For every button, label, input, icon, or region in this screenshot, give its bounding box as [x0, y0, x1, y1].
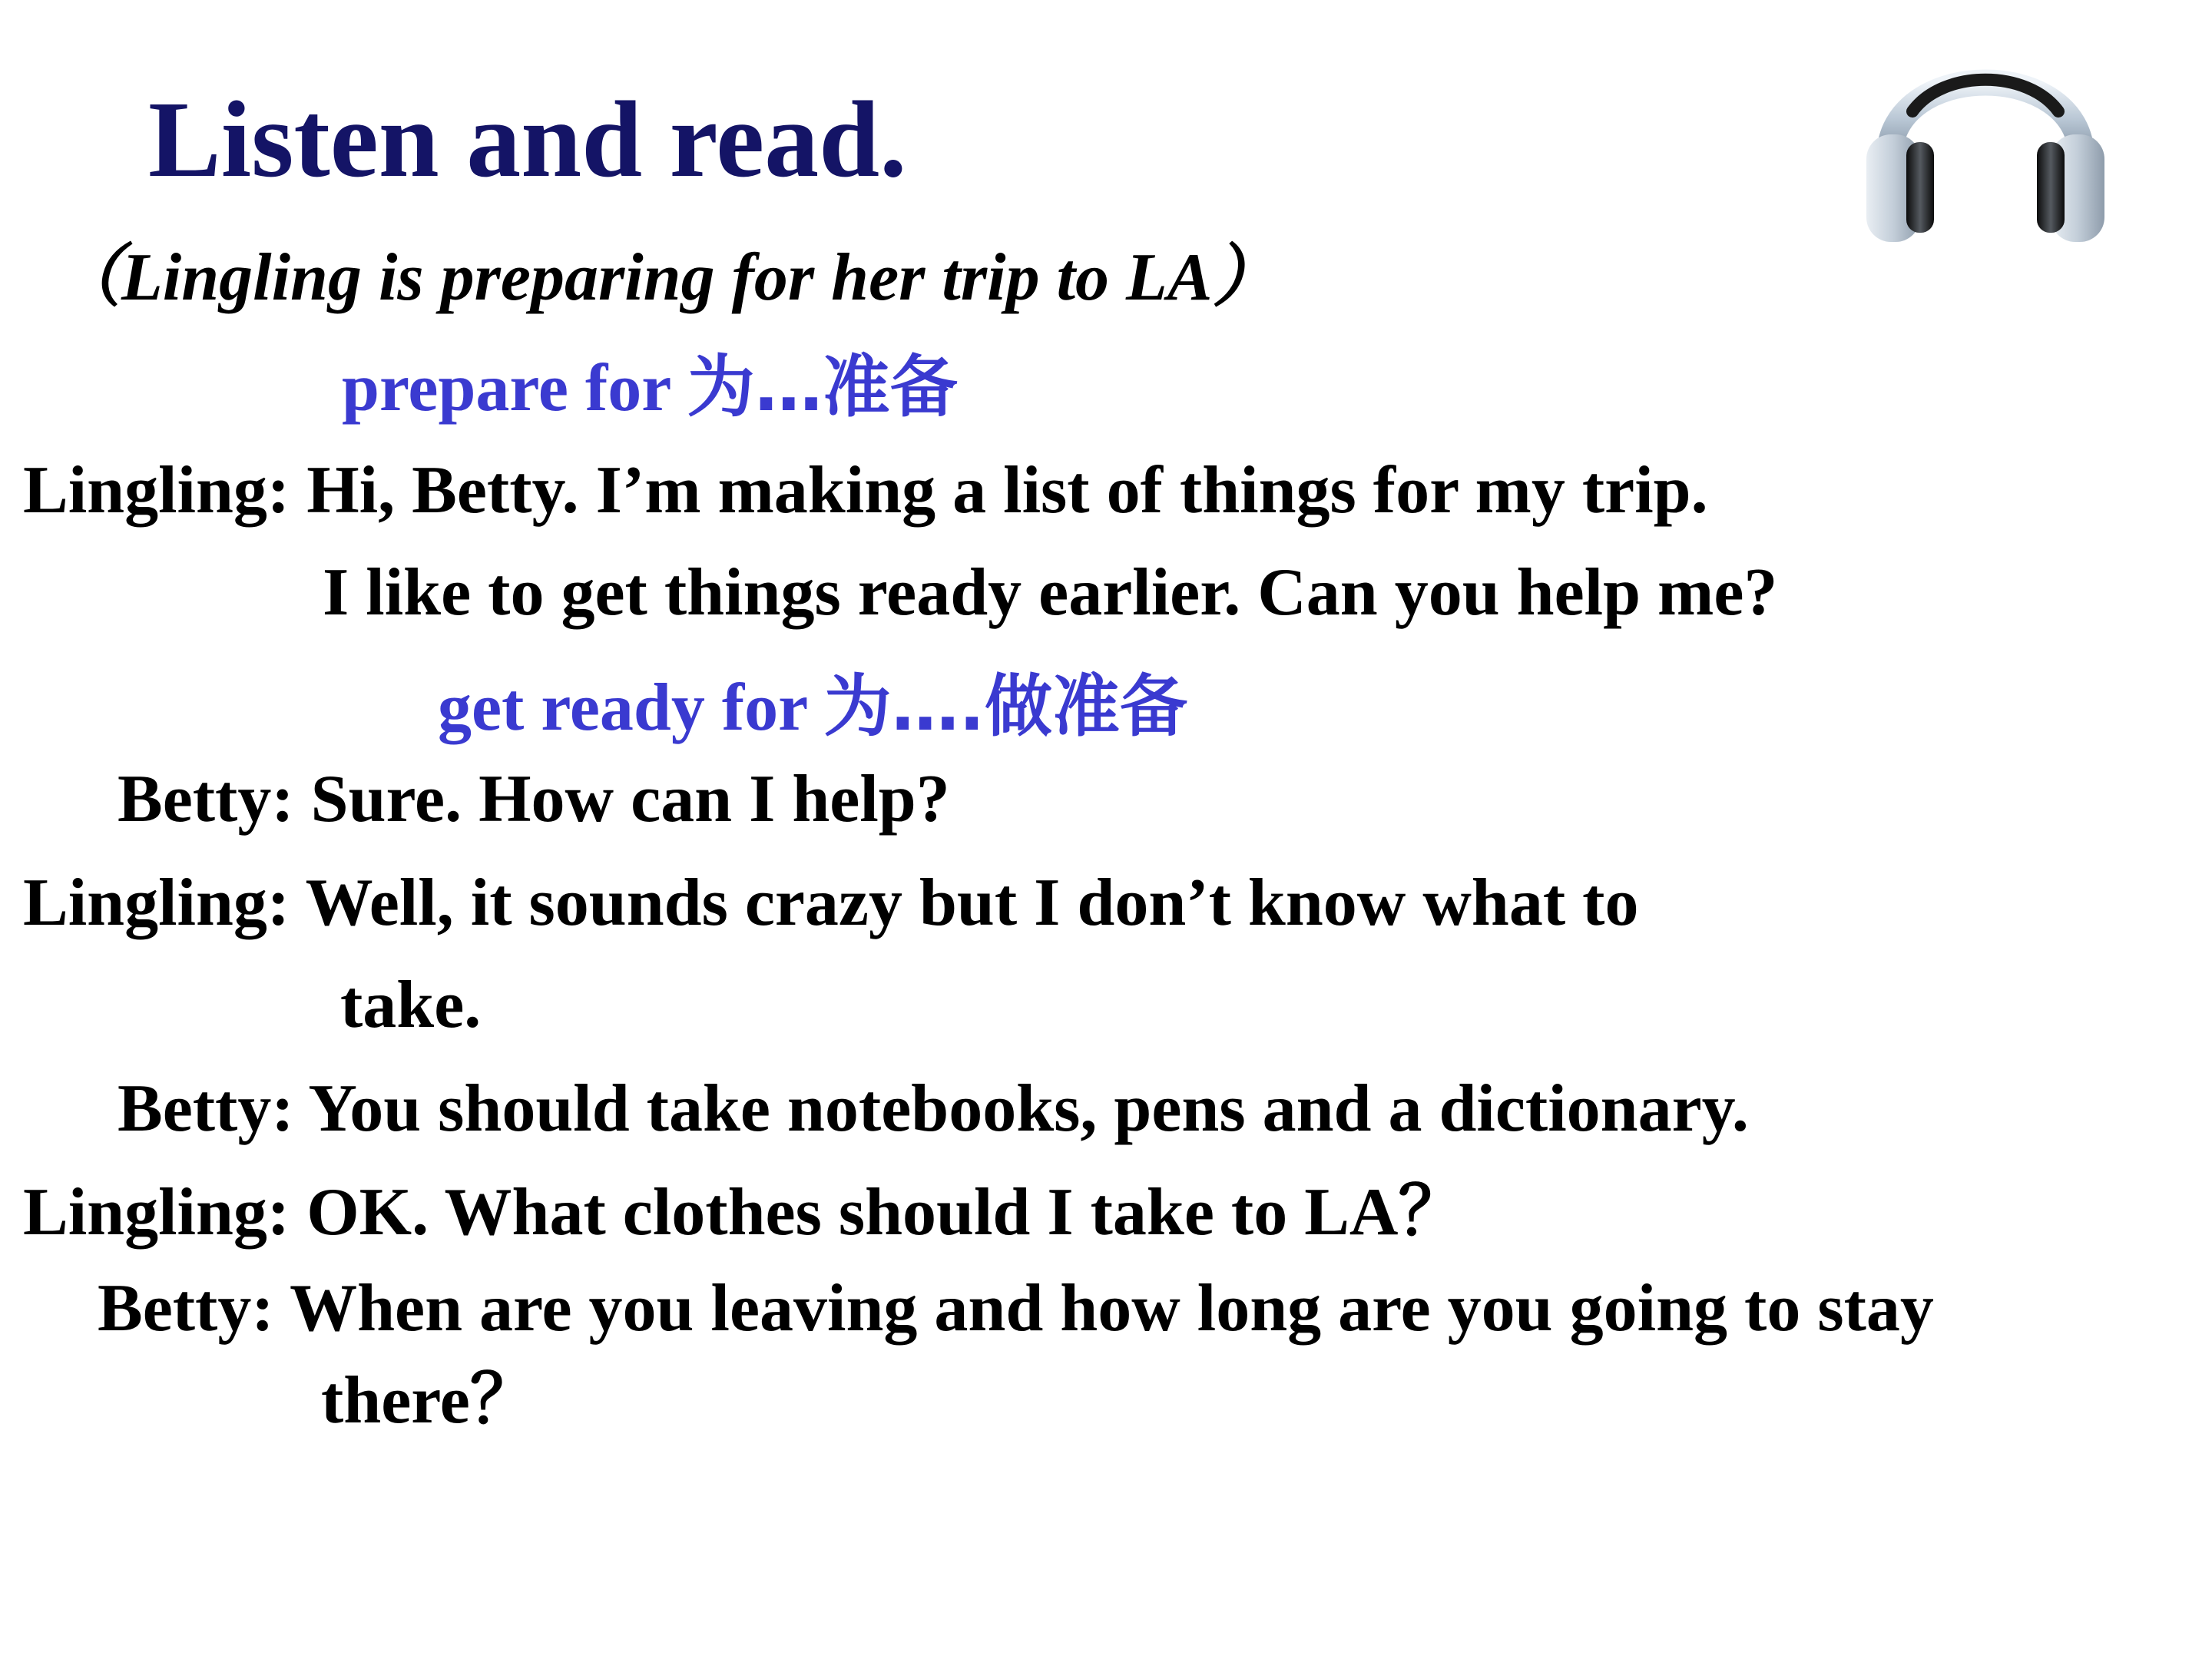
vocab-note-cn: 为….做准备 [823, 667, 1188, 746]
speaker-label: Betty: [98, 1271, 274, 1346]
scene-note: （Lingling is preparing for her trip to LA） [54, 240, 1280, 315]
dialogue-line [340, 968, 482, 1042]
dialogue-text: there？ [321, 1363, 538, 1438]
speaker-label: Lingling: [23, 453, 290, 528]
speaker-label: Betty: [118, 762, 294, 836]
vocab-note-cn: 为…准备 [687, 347, 958, 426]
dialogue-line [23, 453, 1708, 528]
dialogue-text: Hi, Betty. I’m making a list of things for my trip. [290, 453, 1708, 528]
dialogue-text: I like to get things ready earlier. Can you help me? [323, 555, 1778, 630]
dialogue-line [118, 762, 950, 836]
vocab-note-en: get ready for [438, 671, 824, 745]
page-title: Listen and read. [148, 78, 907, 200]
dialogue-text: take. [340, 968, 482, 1042]
dialogue-text: Well, it sounds crazy but I don’t know what to [290, 866, 1639, 940]
speaker-label: Lingling: [23, 1175, 290, 1250]
dialogue-line [321, 1363, 538, 1438]
dialogue-line [118, 1071, 1749, 1146]
dialogue-text: OK. What clothes should I take to LA？ [290, 1175, 1466, 1250]
speaker-label: Lingling: [23, 866, 290, 940]
vocab-note-en: prepare for [342, 351, 687, 426]
dialogue-text: You should take notebooks, pens and a dictionary. [293, 1071, 1749, 1146]
dialogue-line [23, 866, 1639, 940]
dialogue-line [23, 1175, 1466, 1250]
speaker-label: Betty: [118, 1071, 294, 1146]
vocab-note-prepare-for [342, 347, 958, 426]
dialogue-line [323, 555, 1778, 630]
headphones-icon [1859, 27, 2112, 250]
dialogue-text: Sure. How can I help? [293, 762, 950, 836]
dialogue-line [98, 1271, 1934, 1346]
vocab-note-get-ready-for [438, 667, 1188, 746]
dialogue-text: When are you leaving and how long are you going to stay [273, 1271, 1934, 1346]
